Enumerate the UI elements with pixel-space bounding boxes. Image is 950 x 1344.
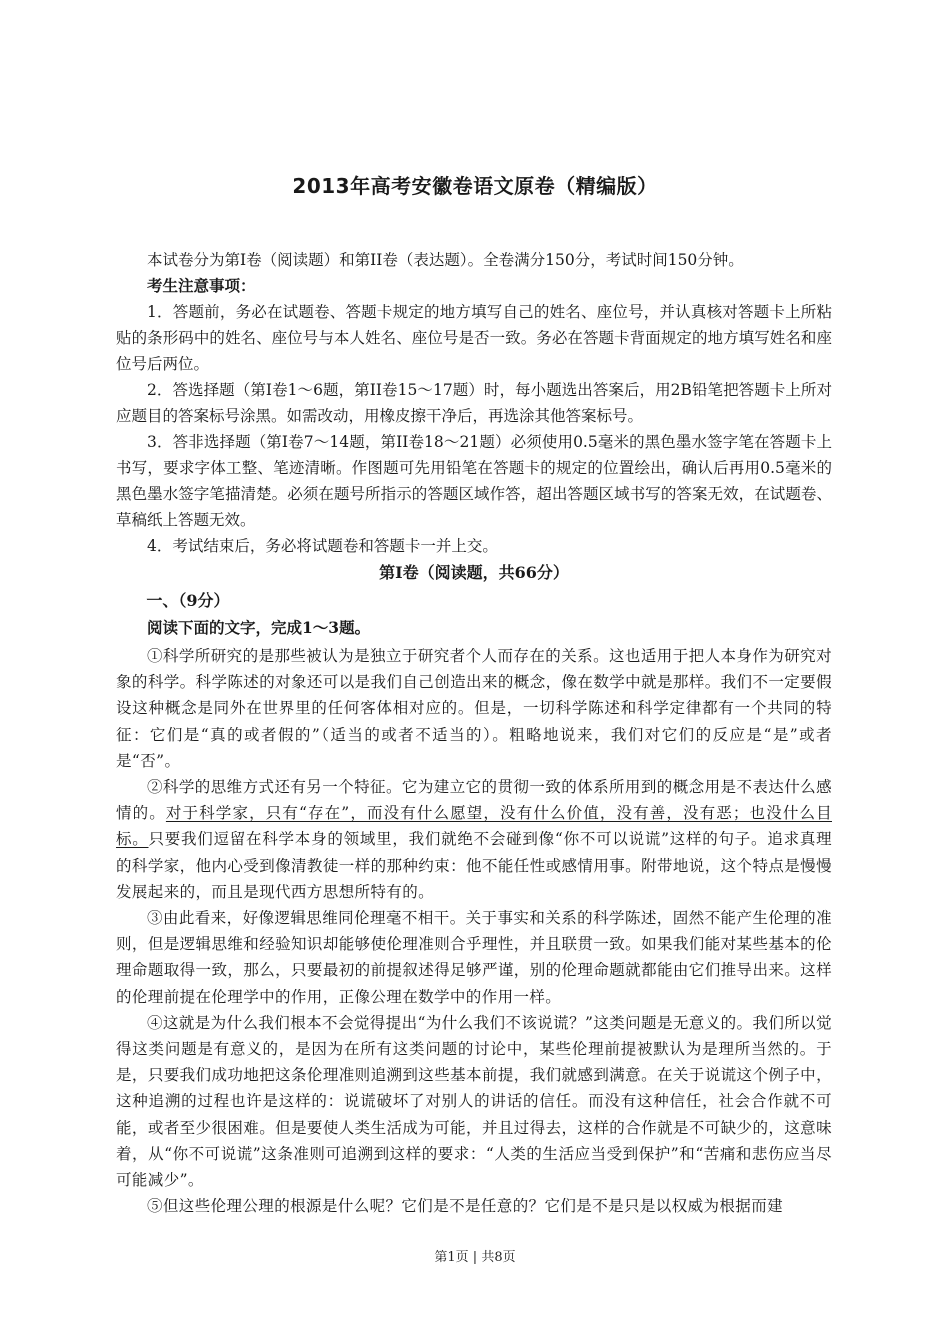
part-one-heading: 一、（9分） — [146, 591, 230, 610]
notice-item-3: 3．答非选择题（第I卷7～14题，第II卷18～21题）必须使用0.5毫米的黑色墨水签字笔在答题卡上书写，要求字体工整、笔迹清晰。作图题可先用铅笔在答题卡的规定的位置绘出，确认后再用0.5毫米的黑色墨水签字笔描清楚。必须在题号所指示的答题区域作答，超出答题区域书写的答案无效，在试题卷、草稿纸上答题无效。 — [116, 433, 832, 529]
passage-paragraph-4: ④这就是为什么我们根本不会觉得提出“为什么我们不该说谎？”这类问题是无意义的。我们所以觉得这类问题是有意义的，是因为在所有这类问题的讨论中，某些伦理前提被默认为是理所当然的。于是，只要我们成功地把这条伦理准则追溯到这些基本前提，我们就感到满意。在关于说谎这个例子中，这种追溯的过程也许是这样的：说谎破坏了对别人的讲话的信任。而没有这种信任，社会合作就不可能，或者至少很困难。但是要使人类生活成为可能，并且过得去，这样的合作就是不可缺少的，这意味着，从“你不可说谎”这条准则可追溯到这样的要求：“人类的生活应当受到保护”和“苦痛和悲伤应当尽可能减少”。 — [116, 1013, 832, 1190]
passage-paragraph-5: ⑤但这些伦理公理的根源是什么呢？它们是不是任意的？它们是不是只是以权威为根据而建 — [147, 1197, 784, 1216]
notice-item-2: 2．答选择题（第I卷1～6题，第II卷15～17题）时，每小题选出答案后，用2B铅笔把答题卡上所对应题目的答案标号涂黑。如需改动，用橡皮擦干净后，再选涂其他答案标号。 — [116, 381, 832, 425]
section-title: 第I卷（阅读题，共66分） — [379, 563, 569, 582]
reading-passage — [116, 643, 832, 1219]
passage-paragraph-3: ③由此看来，好像逻辑思维同伦理毫不相干。关于事实和关系的科学陈述，固然不能产生伦理的准则，但是逻辑思维和经验知识却能够使伦理准则合乎理性，并且联贯一致。如果我们能对某些基本的伦理命题取得一致，那么，只要最初的前提叙述得足够严谨，别的伦理命题就都能由它们推导出来。这样的伦理前提在伦理学中的作用，正像公理在数学中的作用一样。 — [116, 909, 832, 1006]
page-indicator: 第1页 | 共8页 — [434, 1250, 516, 1265]
page-title: 2013年高考安徽卷语文原卷（精编版） — [292, 174, 658, 198]
underlined-sentence: 对于科学家，只有“存在”，而没有什么愿望，没有什么价值，没有善，没有恶；也没什么目标。 — [116, 804, 832, 849]
passage-paragraph-2 — [116, 774, 832, 905]
document-body — [116, 247, 832, 1219]
notice-item-1: 1．答题前，务必在试题卷、答题卡规定的地方填写自己的姓名、座位号，并认真核对答题卡上所粘贴的条形码中的姓名、座位号与本人姓名、座位号是否一致。务必在答题卡背面规定的地方填写姓名和座位号后两位。 — [116, 303, 832, 373]
passage-p2-lead: ②科学的思维方式还有另一个特征。它为建立它的贯彻一致的体系所用到的概念用是不表达什么感情的。 — [116, 778, 832, 823]
passage-paragraph-1: ①科学所研究的是那些被认为是独立于研究者个人而存在的关系。这也适用于把人本身作为研究对象的科学。科学陈述的对象还可以是我们自己创造出来的概念，像在数学中就是那样。我们不一定要假设这种概念是同外在世界里的任何客体相对应的。但是，一切科学陈述和科学定律都有一个共同的特征：它们是“真的或者假的”（适当的或者不适当的）。粗略地说来，我们对它们的反应是“是”或者是“否”。 — [116, 647, 832, 770]
passage-p2-rest: 只要我们逗留在科学本身的领域里，我们就绝不会碰到像“你不可以说谎”这样的句子。追求真理的科学家，他内心受到像清教徒一样的那种约束：他不能任性或感情用事。附带地说，这个特点是慢慢发展起来的，而且是现代西方思想所特有的。 — [116, 830, 832, 901]
notice-heading: 考生注意事项： — [147, 276, 256, 295]
exam-summary: 本试卷分为第I卷（阅读题）和第II卷（表达题）。全卷满分150分，考试时间150分钟。 — [147, 251, 744, 269]
notice-item-4: 4．考试结束后，务必将试题卷和答题卡一并上交。 — [147, 537, 498, 555]
reading-instruction: 阅读下面的文字，完成1～3题。 — [147, 618, 371, 637]
